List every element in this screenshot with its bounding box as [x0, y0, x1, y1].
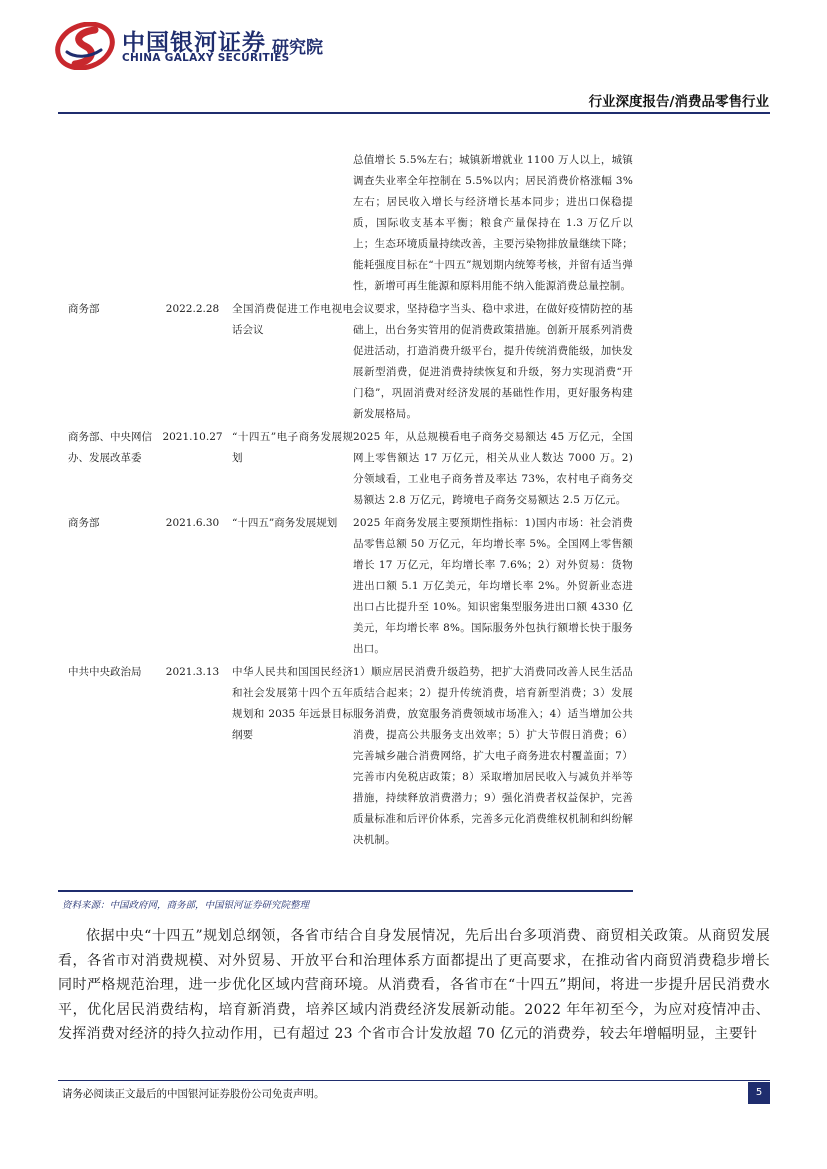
cell-content: 2025 年，从总规模看电子商务交易额达 45 万亿元，全国网上零售额达 17 万亿元，相关从业人数达 7000 万。2)分领域看，工业电子商务普及率达 73%，农村电子商务交易额达 2.8 万亿元，跨境电子商务交易额达 2.5 万亿元。 [353, 431, 633, 506]
cell-department: 商务部 [68, 303, 100, 315]
cell-policy-name: 全国消费促进工作电视电话会议 [232, 303, 353, 336]
cell-content: 2025 年商务发展主要预期性指标：1)国内市场：社会消费品零售总额 50 万亿元，年均增长率 5%。全国网上零售额增长 17 万亿元，年均增长率 7.6%；2）对外贸易：货物进出口额 5.1 万亿美元，年均增长率 2%。外贸新业态进出口占比提升至 10%。知识密集型服务进出口额 4330 亿美元，年均增长率 8%。国际服务外包执行额增长快于服务出口。 [353, 517, 633, 655]
brand-name-en: CHINA GALAXY SECURITIES [122, 52, 290, 64]
table-row [58, 662, 633, 851]
galaxy-logo-icon [55, 22, 115, 70]
table-row [58, 427, 633, 511]
report-type-title: 行业深度报告/消费品零售行业 [588, 94, 769, 110]
cell-content: 1）顺应居民消费升级趋势，把扩大消费同改善人民生活品质结合起来；2）提升传统消费，培育新型消费；3）发展服务消费，放宽服务消费领域市场准入；4）适当增加公共消费，提高公共服务支出效率；5）扩大节假日消费；6）完善城乡融合消费网络，扩大电子商务进农村覆盖面；7）完善市内免税店政策；8）采取增加居民收入与减负并举等措施，持续释放消费潜力；9）强化消费者权益保护，完善质量标准和后评价体系，完善多元化消费维权机制和纠纷解决机制。 [353, 666, 633, 846]
cell-department: 商务部、中央网信办、发展改革委 [68, 431, 152, 464]
policy-table [58, 150, 633, 851]
cell-policy-name: “十四五”商务发展规划 [232, 517, 338, 529]
table-source-note: 资料来源：中国政府网，商务部，中国银河证券研究院整理 [62, 900, 310, 911]
cell-department: 中共中央政治局 [68, 666, 142, 678]
header-divider [58, 112, 770, 114]
cell-content: 总值增长 5.5%左右；城镇新增就业 1100 万人以上，城镇调查失业率全年控制在 5.5%以内；居民消费价格涨幅 3%左右；居民收入增长与经济增长基本同步；进出口保稳提质，国际收支基本平衡；粮食产量保持在 1.3 万亿斤以上；生态环境质量持续改善，主要污染物排放量继续下降；能耗强度目标在“十四五”规划期内统筹考核，并留有适当弹性，新增可再生能源和原料用能不纳入能源消费总量控制。 [353, 154, 633, 292]
cell-date: 2021.6.30 [165, 517, 220, 529]
page-header [0, 0, 827, 115]
footer-divider [58, 1080, 770, 1081]
page-number: 5 [748, 1082, 770, 1104]
institute-label: 研究院 [272, 38, 323, 58]
cell-department: 商务部 [68, 517, 100, 529]
cell-policy-name: “十四五”电子商务发展规划 [232, 431, 353, 464]
cell-date: 2021.10.27 [162, 431, 223, 443]
cell-date: 2022.2.28 [165, 303, 220, 315]
table-row [58, 299, 633, 425]
cell-date: 2021.3.13 [165, 666, 220, 678]
table-bottom-rule [58, 890, 633, 892]
table-row [58, 150, 633, 297]
body-paragraph: 依据中央“十四五”规划总纲领，各省市结合自身发展情况，先后出台多项消费、商贸相关政策。从商贸发展看，各省市对消费规模、对外贸易、开放平台和治理体系方面都提出了更高要求，在推动省内商贸消费稳步增长同时严格规范治理，进一步优化区域内营商环境。从消费看，各省市在“十四五”期间，将进一步提升居民消费水平，优化居民消费结构，培育新消费，培养区域内消费经济发展新动能。2022 年年初至今，为应对疫情冲击、发挥消费对经济的持久拉动作用，已有超过 23 个省市合计发放超 70 亿元的消费券，较去年增幅明显，主要针 [58, 928, 770, 1042]
table-row [58, 513, 633, 660]
cell-content: 会议要求，坚持稳字当头、稳中求进，在做好疫情防控的基础上，出台务实管用的促消费政策措施。创新开展系列消费促进活动，打造消费升级平台，提升传统消费能级，加快发展新型消费，促进消费持续恢复和升级，努力实现消费“开门稳”，巩固消费对经济发展的基础性作用，更好服务构建新发展格局。 [353, 303, 633, 420]
footer-disclaimer: 请务必阅读正文最后的中国银河证券股份公司免责声明。 [62, 1088, 325, 1100]
cell-policy-name: 中华人民共和国国民经济和社会发展第十四个五年规划和 2035 年远景目标纲要 [232, 666, 353, 741]
brand-name-cn: 中国银河证券 [122, 30, 266, 56]
